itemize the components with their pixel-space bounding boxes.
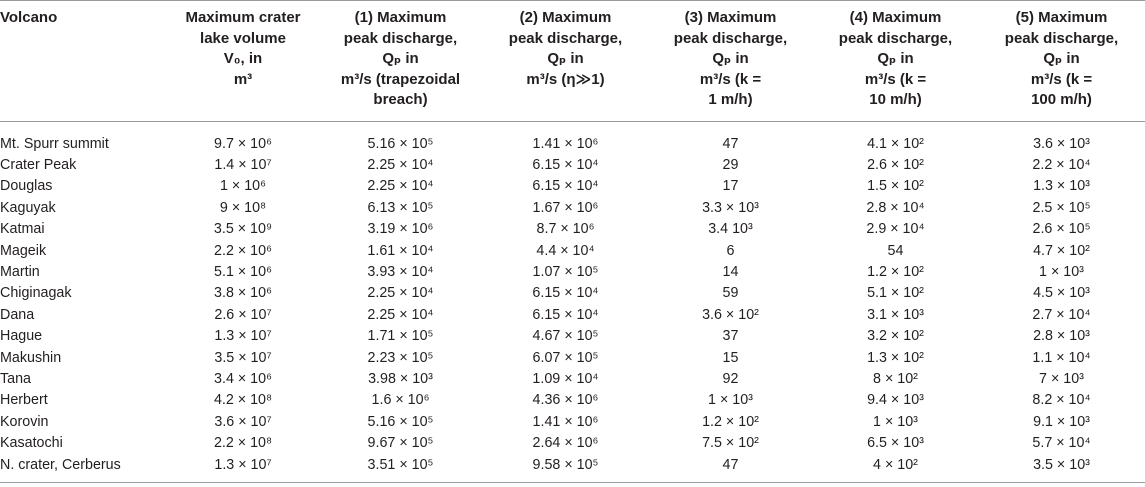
cell-discharge-k1: 1.2 × 10²: [702, 413, 759, 430]
cell-lake-volume: 3.8 × 10⁶: [214, 285, 272, 302]
table-row: [0, 455, 1145, 483]
cell-discharge-k1: 3.3 × 10³: [702, 199, 759, 216]
header-discharge-eta: (2) Maximum peak discharge, Qₚ in m³/s (η≫1): [508, 9, 623, 88]
cell-discharge-eta: 6.15 × 10⁴: [532, 285, 599, 302]
cell-discharge-k10: 1.2 × 10²: [867, 263, 924, 280]
cell-discharge-k100: 4.5 × 10³: [1033, 285, 1090, 302]
cell-volcano-name: Douglas: [0, 178, 53, 195]
cell-discharge-k1: 47: [648, 455, 813, 483]
table-row: [0, 390, 1145, 411]
cell-discharge-k1: 29: [722, 156, 739, 173]
cell-discharge-eta: 2.64 × 10⁶: [532, 435, 599, 452]
cell-discharge-k1: 37: [722, 328, 739, 345]
cell-discharge-k100: 2.8 × 10³: [1033, 328, 1090, 345]
table-row: [0, 433, 1145, 454]
header-discharge-k100: (5) Maximum peak discharge, Qₚ in m³/s (k = 100 m/h): [1004, 9, 1119, 108]
cell-discharge-k100: 9.1 × 10³: [1033, 413, 1090, 430]
table-row: [0, 121, 1145, 155]
cell-discharge-trapezoidal: 2.25 × 10⁴: [367, 285, 434, 302]
cell-discharge-k10: 6.5 × 10³: [867, 435, 924, 452]
cell-discharge-trapezoidal: 1.61 × 10⁴: [367, 242, 434, 259]
cell-volcano-name: Chiginagak: [0, 285, 72, 302]
cell-volcano-name: Mageik: [0, 242, 47, 259]
cell-discharge-trapezoidal: 3.51 × 10⁵: [318, 455, 483, 483]
cell-discharge-k1: 3.6 × 10²: [702, 306, 759, 323]
cell-discharge-eta: 6.15 × 10⁴: [532, 156, 599, 173]
table-row: [0, 283, 1145, 304]
cell-discharge-k1: 7.5 × 10²: [702, 435, 759, 452]
cell-discharge-k100: 4.7 × 10²: [1033, 242, 1090, 259]
cell-discharge-k1: 47: [722, 135, 739, 152]
header-row: [0, 1, 1145, 122]
header-discharge-k10: (4) Maximum peak discharge, Qₚ in m³/s (k = 10 m/h): [838, 9, 953, 108]
table-row: [0, 412, 1145, 433]
cell-discharge-trapezoidal: 3.19 × 10⁶: [367, 221, 434, 238]
cell-discharge-trapezoidal: 2.25 × 10⁴: [367, 306, 434, 323]
cell-discharge-eta: 6.15 × 10⁴: [532, 178, 599, 195]
table-row: [0, 198, 1145, 219]
cell-volcano-name: Mt. Spurr summit: [0, 135, 109, 152]
cell-discharge-k10: 2.6 × 10²: [867, 156, 924, 173]
cell-lake-volume: 1.3 × 10⁷: [214, 328, 272, 345]
header-crater-lake-volume: Maximum crater lake volume V₀, in m³: [185, 9, 301, 88]
cell-discharge-k100: 2.6 × 10⁵: [1032, 221, 1091, 238]
cell-discharge-trapezoidal: 2.25 × 10⁴: [367, 156, 434, 173]
cell-discharge-k1: 1 × 10³: [708, 392, 753, 409]
cell-discharge-k1: 59: [722, 285, 739, 302]
cell-discharge-eta: 1.09 × 10⁴: [532, 370, 599, 387]
cell-discharge-k10: 1.3 × 10²: [867, 349, 924, 366]
cell-discharge-k10: 2.8 × 10⁴: [866, 199, 925, 216]
cell-discharge-k1: 15: [722, 349, 739, 366]
cell-discharge-eta: 8.7 × 10⁶: [536, 221, 595, 238]
cell-discharge-trapezoidal: 2.23 × 10⁵: [367, 349, 434, 366]
cell-discharge-eta: 4.4 × 10⁴: [536, 242, 595, 259]
cell-discharge-k100: 3.5 × 10³: [978, 455, 1145, 483]
cell-discharge-k10: 2.9 × 10⁴: [866, 221, 925, 238]
cell-discharge-k100: 2.5 × 10⁵: [1032, 199, 1091, 216]
cell-volcano-name: Katmai: [0, 221, 45, 238]
cell-discharge-eta: 1.07 × 10⁵: [532, 263, 599, 280]
cell-lake-volume: 1.4 × 10⁷: [214, 156, 272, 173]
cell-discharge-trapezoidal: 9.67 × 10⁵: [367, 435, 434, 452]
cell-lake-volume: 2.2 × 10⁸: [213, 435, 273, 452]
cell-discharge-k10: 4.1 × 10²: [867, 135, 924, 152]
cell-discharge-k100: 1.3 × 10³: [1033, 178, 1090, 195]
cell-discharge-eta: 4.67 × 10⁵: [532, 328, 599, 345]
header-discharge-k1: (3) Maximum peak discharge, Qₚ in m³/s (k = 1 m/h): [673, 9, 788, 108]
cell-discharge-k10: 3.1 × 10³: [867, 306, 924, 323]
cell-discharge-eta: 4.36 × 10⁶: [532, 392, 599, 409]
cell-lake-volume: 1.3 × 10⁷: [168, 455, 318, 483]
cell-lake-volume: 5.1 × 10⁶: [214, 263, 272, 280]
table-row: [0, 369, 1145, 390]
table-row: [0, 155, 1145, 176]
cell-discharge-k10: 8 × 10²: [873, 370, 918, 387]
cell-discharge-trapezoidal: 5.16 × 10⁵: [367, 413, 434, 430]
cell-discharge-trapezoidal: 6.13 × 10⁵: [367, 199, 434, 216]
table-row: [0, 219, 1145, 240]
cell-discharge-k100: 8.2 × 10⁴: [1032, 392, 1091, 409]
table-header: [0, 1, 1145, 122]
cell-lake-volume: 3.6 × 10⁷: [214, 413, 272, 430]
cell-volcano-name: N. crater, Cerberus: [0, 455, 168, 483]
cell-lake-volume: 3.4 × 10⁶: [214, 370, 272, 387]
cell-discharge-k100: 5.7 × 10⁴: [1032, 435, 1091, 452]
table-row: [0, 348, 1145, 369]
cell-discharge-k1: 14: [722, 263, 739, 280]
cell-discharge-k1: 17: [722, 178, 739, 195]
cell-lake-volume: 1 × 10⁶: [219, 178, 267, 195]
table-row: [0, 241, 1145, 262]
cell-discharge-trapezoidal: 1.6 × 10⁶: [371, 392, 430, 409]
table-row: [0, 176, 1145, 197]
cell-discharge-k100: 1.1 × 10⁴: [1032, 349, 1091, 366]
cell-discharge-k100: 1 × 10³: [1039, 263, 1084, 280]
table-row: [0, 262, 1145, 283]
cell-discharge-trapezoidal: 2.25 × 10⁴: [367, 178, 434, 195]
cell-lake-volume: 4.2 × 10⁸: [213, 392, 273, 409]
cell-lake-volume: 3.5 × 10⁹: [213, 221, 273, 238]
table-row: [0, 305, 1145, 326]
cell-discharge-eta: 6.15 × 10⁴: [532, 306, 599, 323]
cell-discharge-eta: 1.41 × 10⁶: [532, 413, 599, 430]
header-volcano: Volcano: [0, 9, 58, 26]
table-row: [0, 326, 1145, 347]
cell-discharge-eta: 9.58 × 10⁵: [483, 455, 648, 483]
cell-lake-volume: 3.5 × 10⁷: [214, 349, 272, 366]
cell-discharge-k100: 3.6 × 10³: [1033, 135, 1090, 152]
cell-discharge-trapezoidal: 3.93 × 10⁴: [367, 263, 434, 280]
cell-discharge-eta: 1.67 × 10⁶: [532, 199, 599, 216]
cell-volcano-name: Dana: [0, 306, 35, 323]
cell-volcano-name: Korovin: [0, 413, 49, 430]
cell-discharge-k10: 9.4 × 10³: [867, 392, 924, 409]
cell-discharge-k10: 3.2 × 10²: [867, 328, 924, 345]
cell-discharge-eta: 1.41 × 10⁶: [532, 135, 599, 152]
cell-discharge-k100: 7 × 10³: [1039, 370, 1084, 387]
cell-discharge-trapezoidal: 1.71 × 10⁵: [367, 328, 434, 345]
cell-discharge-eta: 6.07 × 10⁵: [532, 349, 599, 366]
cell-discharge-k10: 4 × 10²: [813, 455, 978, 483]
cell-discharge-k1: 6: [726, 242, 735, 259]
cell-volcano-name: Herbert: [0, 392, 48, 409]
cell-volcano-name: Kaguyak: [0, 199, 56, 216]
cell-volcano-name: Hague: [0, 328, 43, 345]
cell-discharge-trapezoidal: 5.16 × 10⁵: [367, 135, 434, 152]
cell-discharge-k100: 2.7 × 10⁴: [1032, 306, 1091, 323]
header-discharge-trapezoidal: (1) Maximum peak discharge, Qₚ in m³/s (trapezoidal breach): [340, 9, 461, 108]
cell-discharge-k100: 2.2 × 10⁴: [1032, 156, 1091, 173]
cell-discharge-trapezoidal: 3.98 × 10³: [368, 370, 433, 387]
cell-volcano-name: Makushin: [0, 349, 62, 366]
cell-volcano-name: Crater Peak: [0, 156, 77, 173]
cell-discharge-k1: 92: [722, 370, 739, 387]
cell-lake-volume: 9 × 10⁸: [219, 199, 267, 216]
cell-lake-volume: 2.2 × 10⁶: [214, 242, 272, 259]
cell-volcano-name: Martin: [0, 263, 40, 280]
cell-lake-volume: 2.6 × 10⁷: [214, 306, 272, 323]
cell-volcano-name: Tana: [0, 370, 32, 387]
cell-discharge-k1: 3.4 10³: [708, 221, 753, 238]
cell-lake-volume: 9.7 × 10⁶: [214, 135, 272, 152]
cell-discharge-k10: 1.5 × 10²: [867, 178, 924, 195]
cell-volcano-name: Kasatochi: [0, 435, 63, 452]
cell-discharge-k10: 1 × 10³: [873, 413, 918, 430]
cell-discharge-k10: 5.1 × 10²: [867, 285, 924, 302]
cell-discharge-k10: 54: [887, 242, 904, 259]
table-body: [0, 121, 1145, 483]
